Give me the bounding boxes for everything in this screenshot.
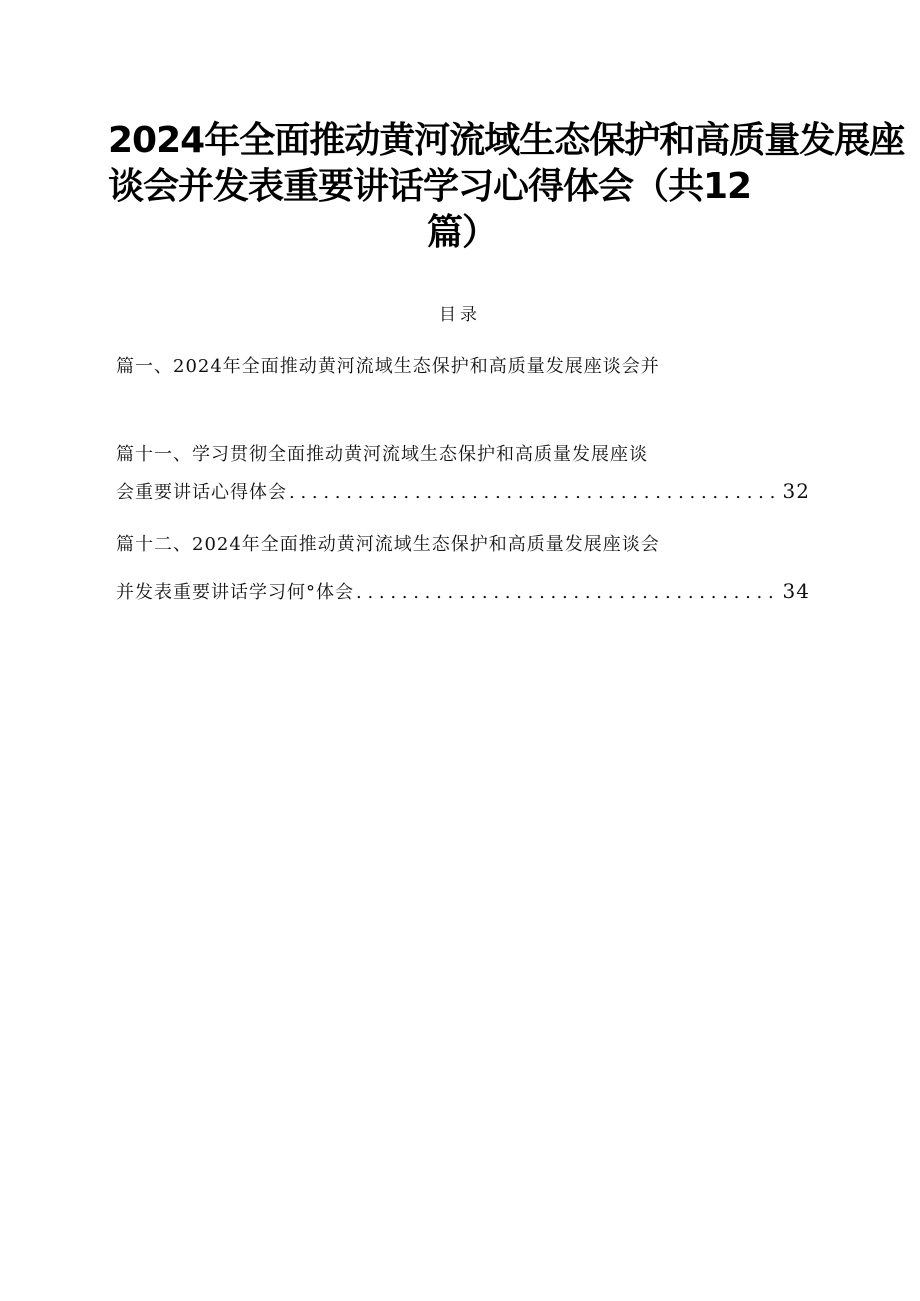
toc-entry-1[interactable]	[116, 352, 660, 378]
toc-entry-text: 并发表重要讲话学习何°体会	[116, 582, 354, 603]
toc-leader-dots	[289, 482, 777, 503]
title-line-3: 篇）	[426, 212, 497, 253]
toc-entry-text: 篇十二、2024年全面推动黄河流域生态保护和高质量发展座谈会	[116, 534, 660, 555]
toc-entry-text: 会重要讲话心得体会	[116, 482, 287, 503]
toc-heading: 目录	[439, 305, 481, 325]
toc-entry-11-line-1[interactable]	[116, 440, 648, 466]
toc-entry-11-line-2[interactable]	[116, 478, 810, 504]
toc-entry-text: 篇十一、学习贯彻全面推动黄河流域生态保护和高质量发展座谈	[116, 444, 648, 465]
toc-entry-12-line-1[interactable]	[116, 530, 660, 556]
toc-entry-12-line-2[interactable]	[116, 578, 810, 604]
toc-entry-text: 篇一、2024年全面推动黄河流域生态保护和高质量发展座谈会并	[116, 356, 660, 377]
title-line-2: 谈会并发表重要讲话学习心得体会（共12	[108, 166, 752, 207]
title-line-1: 2024年全面推动黄河流域生态保护和高质量发展座	[108, 120, 905, 161]
toc-leader-dots	[356, 582, 777, 603]
toc-page-number: 32	[782, 479, 810, 503]
toc-page-number: 34	[782, 579, 810, 603]
document-title	[108, 118, 905, 256]
